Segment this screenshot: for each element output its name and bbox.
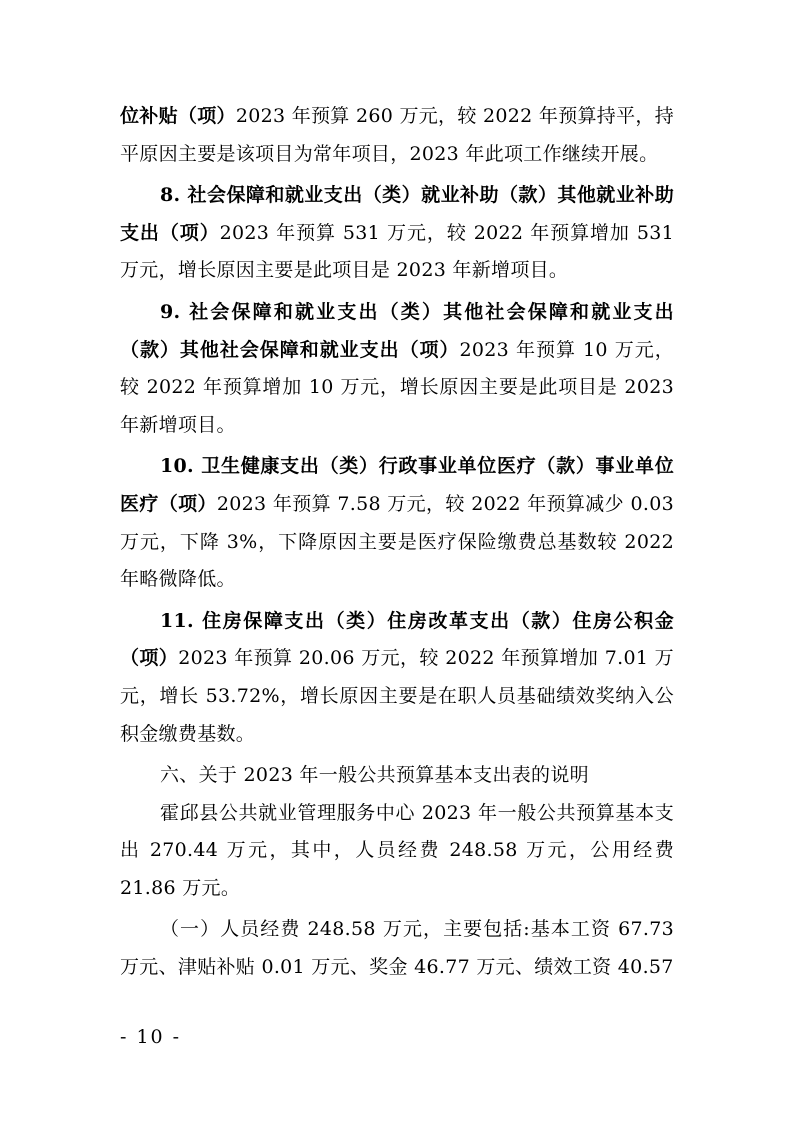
paragraph-8-text: （一）人员经费 248.58 万元，主要包括:基本工资 67.73 万元、津贴补贴 0.01 万元、奖金 46.77 万元、绩效工资 40.57 (120, 918, 674, 979)
paragraph-4-heading: 10. 卫生健康支出（类）行政事业单位医疗（款）事业单位医疗（项） (120, 455, 674, 515)
section-heading-6-text: 六、关于 2023 年一般公共预算基本支出表的说明 (160, 764, 589, 787)
paragraph-1 (120, 98, 674, 173)
paragraph-7-text: 霍邱县公共就业管理服务中心 2023 年一般公共预算基本支出 270.44 万元，其中，人员经费 248.58 万元，公用经费 21.86 万元。 (120, 801, 674, 899)
paragraph-3-text: 2023 年预算 10 万元，较 2022 年预算增加 10 万元，增长原因主要是此项目是 2023 年新增项目。 (120, 338, 674, 436)
paragraph-5-text: 2023 年预算 20.06 万元，较 2022 年预算增加 7.01 万元，增长 53.72%，增长原因主要是在职人员基础绩效奖纳入公积金缴费基数。 (120, 647, 674, 745)
paragraph-4-text: 2023 年预算 7.58 万元，较 2022 年预算减少 0.03 万元，下降 3%，下降原因主要是医疗保险缴费总基数较 2022 年略微降低。 (120, 492, 674, 591)
paragraph-8 (120, 911, 674, 986)
paragraph-5-heading: 11. 住房保障支出（类）住房改革支出（款）住房公积金（项） (120, 609, 674, 670)
paragraph-1-heading: 位补贴（项） (120, 105, 236, 127)
section-heading-6 (120, 757, 674, 795)
paragraph-4 (120, 448, 674, 598)
paragraph-2 (120, 177, 674, 290)
paragraph-2-text: 2023 年预算 531 万元，较 2022 年预算增加 531 万元，增长原因主要是此项目是 2023 年新增项目。 (120, 221, 674, 282)
paragraph-2-heading: 8. 社会保障和就业支出（类）就业补助（款）其他就业补助支出（项） (120, 184, 674, 244)
page-number: - 10 - (120, 1026, 182, 1048)
document-body (120, 98, 674, 987)
paragraph-5 (120, 603, 674, 753)
paragraph-3-heading: 9. 社会保障和就业支出（类）其他社会保障和就业支出（款）其他社会保障和就业支出（项） (120, 300, 674, 361)
paragraph-1-text: 2023 年预算 260 万元，较 2022 年预算持平，持平原因主要是该项目为常年项目，2023 年此项工作继续开展。 (120, 105, 674, 165)
paragraph-7 (120, 795, 674, 908)
paragraph-3 (120, 294, 674, 444)
